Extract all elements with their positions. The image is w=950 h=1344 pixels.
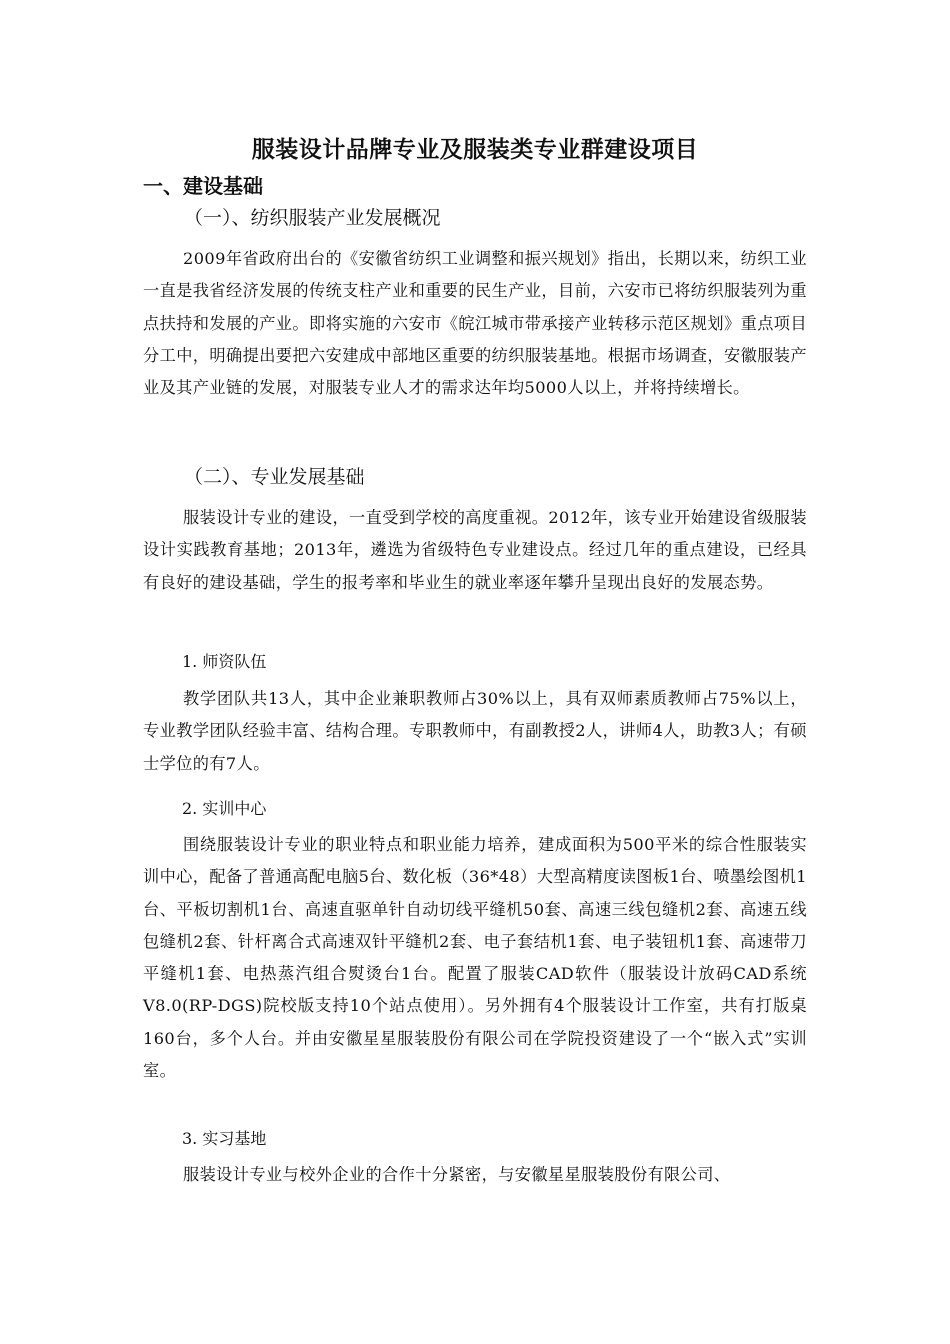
paragraph-faculty: 教学团队共13人，其中企业兼职教师占30%以上，具有双师素质教师占75%以上，专业教学团队经验丰富、结构合理。专职教师中，有副教授2人，讲师4人，助教3人；有硕士学位的有7人。 — [143, 689, 807, 773]
subsection-heading-industry-overview: （一）、纺织服装产业发展概况 — [184, 207, 441, 229]
subsection-heading-development-basis: （二）、专业发展基础 — [184, 466, 365, 488]
item-heading-training-center: 2. 实训中心 — [182, 799, 267, 818]
paragraph-industry-overview: 2009年省政府出台的《安徽省纺织工业调整和振兴规划》指出，长期以来，纺织工业一直是我省经济发展的传统支柱产业和重要的民生产业，目前，六安市已将纺织服装列为重点扶持和发展的产业。即将实施的六安市《皖江城市带承接产业转移示范区规划》重点项目分工中，明确提出要把六安建成中部地区重要的纺织服装基地。根据市场调查，安徽服装产业及其产业链的发展，对服装专业人才的需求达年均5000人以上，并将持续增长。 — [143, 249, 807, 398]
paragraph-development-basis: 服装设计专业的建设，一直受到学校的高度重视。2012年，该专业开始建设省级服装设计实践教育基地；2013年，遴选为省级特色专业建设点。经过几年的重点建设，已经具有良好的建设基础，学生的报考率和毕业生的就业率逐年攀升呈现出良好的发展态势。 — [143, 508, 807, 592]
paragraph-internship-base: 服装设计专业与校外企业的合作十分紧密，与安徽星星服装股份有限公司、 — [183, 1165, 731, 1184]
section-heading-construction-basis: 一、建设基础 — [143, 174, 263, 198]
paragraph-training-center: 围绕服装设计专业的职业特点和职业能力培养，建成面积为500平米的综合性服装实训中心，配备了普通高配电脑5台、数化板（36*48）大型高精度读图板1台、喷墨绘图机1台、平板切割机1台、高速直驱单针自动切线平缝机50套、高速三线包缝机2套、高速五线包缝机2套、针杆离合式高速双针平缝机2套、电子套结机1套、电子装钮机1套、高速带刀平缝机1套、电热蒸汽组合熨烫台1台。配置了服装CAD软件（服装设计放码CAD系统 V8.0(RP-DGS)院校版支持10个站点使用）。另外拥有4个服装设计工作室，共有打版桌160台，多个人台。并由安徽星星服装股份有限公司在学院投资建设了一个“嵌入式”实训室。 — [143, 835, 807, 1081]
item-heading-internship-base: 3. 实习基地 — [182, 1129, 267, 1148]
document-title: 服装设计品牌专业及服装类专业群建设项目 — [251, 137, 699, 163]
item-heading-faculty: 1. 师资队伍 — [182, 652, 267, 671]
